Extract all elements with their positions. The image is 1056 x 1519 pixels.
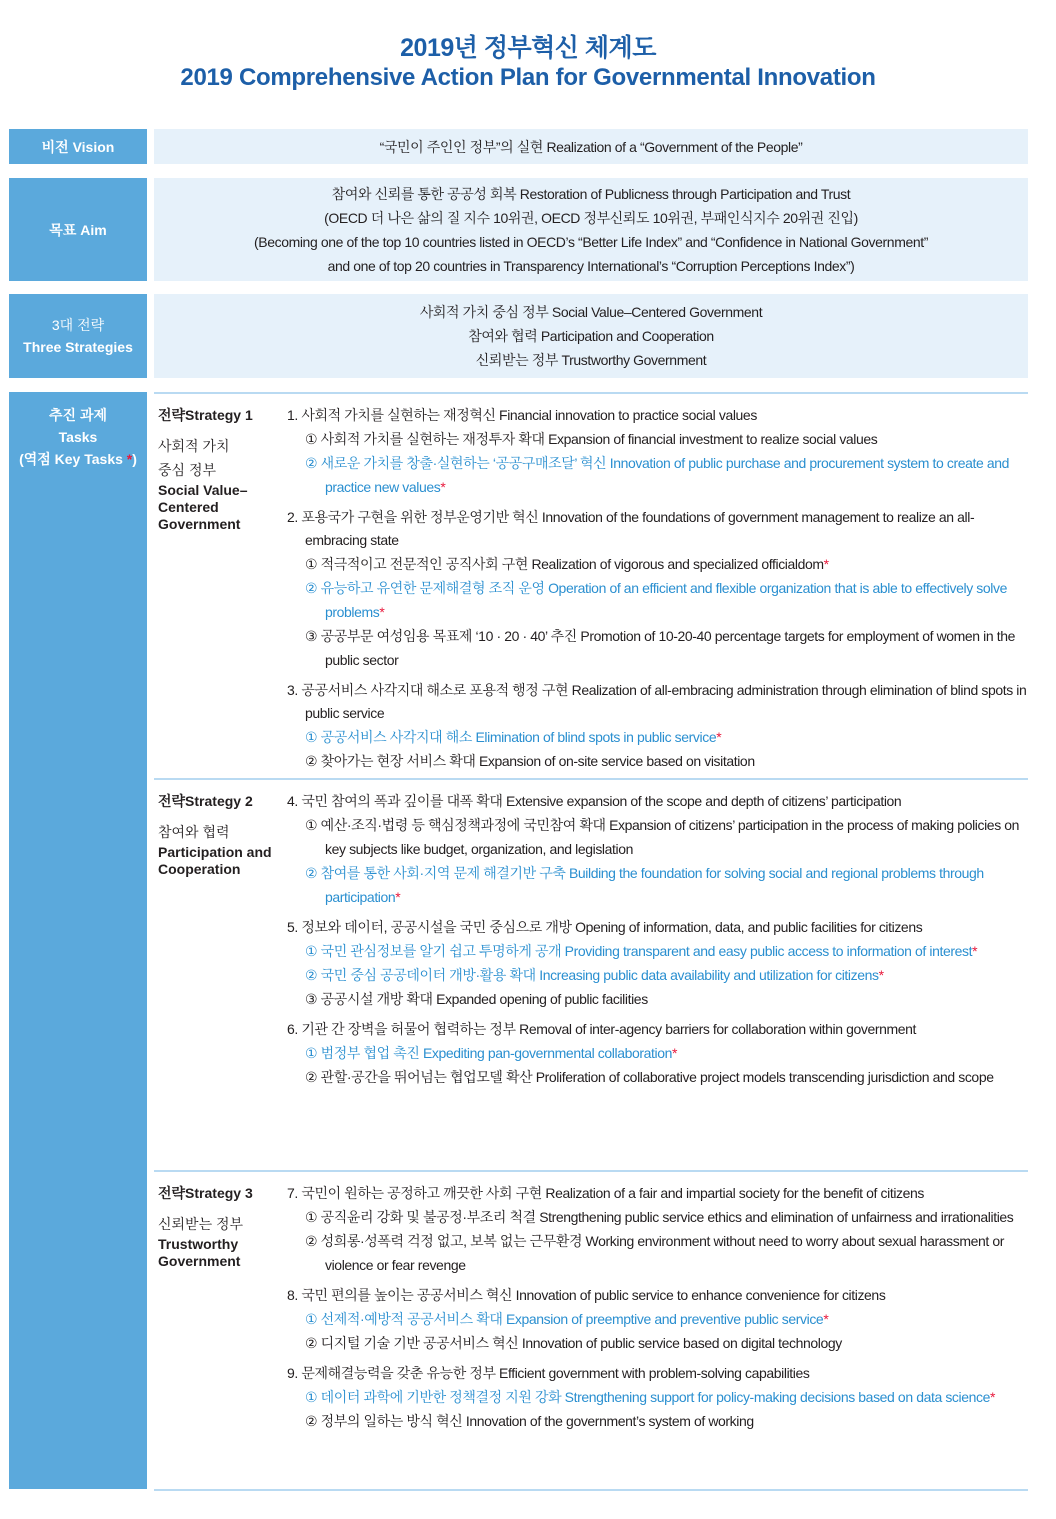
aim-label-text: 목표 Aim [49,221,107,238]
key-subtask [287,1385,1027,1409]
strategy-line: 사회적 가치 중심 정부 Social Value–Centered Government [419,304,763,320]
aim-line: (OECD 더 나은 삶의 질 지수 10위권, OECD 정부신뢰도 10위권, 부패인식지수 20위권 진입) [324,209,858,226]
aim-content [154,178,1028,281]
strategy-heading: 전략Strategy 2 [158,793,253,809]
key-task-star-icon: * [878,967,884,983]
subtask [287,1065,1027,1089]
key-subtask [287,939,1027,963]
strategy-name-ko: 중심 정부 [158,462,216,478]
subtask-text: ① 사회적 가치를 실현하는 재정투자 확대 Expansion of financial investment to realize social values [305,431,878,447]
subtask-text: ① 예산·조직·법령 등 핵심정책과정에 국민참여 확대 Expansion of citizens’ participation in the process of making policies on key subjects like budget, organization, and legislation [305,817,1020,857]
subtask-text: ② 국민 중심 공공데이터 개방·활용 확대 Increasing public data availability and utilization for citizens [305,967,879,983]
aim-line: 참여와 신뢰를 통한 공공성 회복 Restoration of Publicness through Participation and Trust [331,185,851,202]
task-title: 1. 사회적 가치를 실현하는 재정혁신 Financial innovation to practice social values [287,407,757,423]
tasks-area [154,392,1028,1489]
subtask-text: ② 성희롱·성폭력 걱정 없고, 보복 없는 근무환경 Working environment without need to worry about sexual harassment or violence or fear revenge [305,1233,1004,1273]
tasks-label-key: (역점 Key Tasks *) [19,451,137,467]
key-subtask [287,963,1027,987]
task-item [287,1182,1027,1277]
page-title-korean: 2019년 정부혁신 체계도 [400,34,656,62]
subtask [287,1229,1027,1277]
tasks-label-ko: 추진 과제 [49,407,107,423]
strategy-block-1 [154,392,1028,778]
key-subtask [287,725,1027,749]
vision-label-text: 비전 Vision [41,138,115,155]
task-title: 3. 공공서비스 사각지대 해소로 포용적 행정 구현 Realization of all-embracing administration through elimination of blind spots in public service [287,682,1027,721]
task-title: 7. 국민이 원하는 공정하고 깨끗한 사회 구현 Realization of a fair and impartial society for the benefit of citizens [287,1185,924,1201]
subtask-text: ① 공직윤리 강화 및 불공정·부조리 척결 Strengthening public service ethics and elimination of unfairness and irrationalities [305,1209,1014,1225]
subtask-text: ① 선제적·예방적 공공서비스 확대 Expansion of preemptive and preventive public service [305,1311,824,1327]
subtask-text: ① 국민 관심정보를 알기 쉽고 투명하게 공개 Providing transparent and easy public access to information of interest [305,943,973,959]
task-list [287,790,1027,1096]
task-item [287,506,1027,672]
subtask-text: ② 정부의 일하는 방식 혁신 Innovation of the government’s system of working [305,1413,754,1429]
key-task-star-icon: * [972,943,978,959]
strategy-name-en: Participation and Cooperation [158,844,272,877]
strategies-label [9,294,147,378]
strategies-label-en: Three Strategies [23,339,133,355]
task-title: 4. 국민 참여의 폭과 깊이를 대폭 확대 Extensive expansion of the scope and depth of citizens’ participation [287,793,902,809]
subtask-text: ① 적극적이고 전문적인 공직사회 구현 Realization of vigorous and specialized officialdom [305,556,824,572]
subtask-text: ② 디지털 기술 기반 공공서비스 혁신 Innovation of public service based on digital technology [305,1335,842,1351]
subtask [287,813,1027,861]
task-item [287,790,1027,909]
key-task-star-icon: * [823,556,829,572]
subtask-text: ① 범정부 협업 촉진 Expediting pan-governmental collaboration [305,1045,672,1061]
strategy-column [158,792,278,878]
subtask-text: ② 관할·공간을 뛰어넘는 협업모델 확산 Proliferation of collaborative project models transcending jurisdiction and scope [305,1069,994,1085]
subtask-text: ① 공공서비스 사각지대 해소 Elimination of blind spots in public service [305,729,717,745]
subtask-text: ① 데이터 과학에 기반한 정책결정 지원 강화 Strengthening support for policy-making decisions based on data science [305,1389,991,1405]
star-icon: * [126,451,133,467]
strategy-name-en: Trustworthy Government [158,1236,241,1269]
strategy-name-ko: 참여와 협력 [158,824,230,840]
subtask [287,624,1027,672]
subtask [287,1409,1027,1433]
task-title: 9. 문제해결능력을 갖춘 유능한 정부 Efficient government with problem-solving capabilities [287,1365,810,1381]
key-subtask [287,1041,1027,1065]
strategy-block-2 [154,778,1028,1170]
task-item [287,1018,1027,1089]
strategy-line: 신뢰받는 정부 Trustworthy Government [475,352,707,368]
page-title-english: 2019 Comprehensive Action Plan for Governmental Innovation [180,64,876,91]
subtask-text: ② 새로운 가치를 창출·실현하는 ‘공공구매조달’ 혁신 Innovation of public purchase and procurement system to create and practice new values [305,455,1010,495]
key-task-star-icon: * [671,1045,678,1061]
task-title: 5. 정보와 데이터, 공공시설을 국민 중심으로 개방 Opening of information, data, and public facilities for citizens [287,919,923,935]
subtask-text: ② 찾아가는 현장 서비스 확대 Expansion of on-site service based on visitation [305,753,755,769]
task-item [287,679,1027,773]
tasks-label [9,392,147,1489]
task-item [287,1362,1027,1433]
subtask [287,552,1027,576]
task-item [287,404,1027,499]
strategy-block-3 [154,1170,1028,1491]
subtask [287,749,1027,773]
strategy-heading: 전략Strategy 1 [158,407,253,423]
strategy-name-ko: 신뢰받는 정부 [158,1216,244,1232]
strategy-heading: 전략Strategy 3 [158,1185,253,1201]
task-title: 6. 기관 간 장벽을 허물어 협력하는 정부 Removal of inter-agency barriers for collaboration within government [287,1021,917,1037]
strategies-label-ko: 3대 전략 [51,317,105,333]
subtask [287,1205,1027,1229]
subtask [287,1331,1027,1355]
subtask [287,987,1027,1011]
strategy-line: 참여와 협력 Participation and Cooperation [468,328,714,344]
strategy-name-en: Social Value– Centered Government [158,482,248,532]
aim-line: (Becoming one of the top 10 countries listed in OECD’s “Better Life Index” and “Confidence in National Government” [254,233,928,250]
vision-text: “국민이 주인인 정부”의 실현 Realization of a “Government of the People” [379,138,803,155]
key-task-star-icon: * [395,889,401,905]
key-subtask [287,861,1027,909]
aim-label [9,178,147,281]
key-subtask [287,576,1027,624]
strategy-name-ko: 사회적 가치 [158,438,230,454]
task-list [287,1182,1027,1440]
task-item [287,916,1027,1011]
subtask-text: ② 유능하고 유연한 문제해결형 조직 운영 Operation of an efficient and flexible organization that is able to effectively solve problems [305,580,1007,620]
key-subtask [287,1307,1027,1331]
key-task-star-icon: * [823,1311,829,1327]
vision-label [9,129,147,164]
key-task-star-icon: * [440,479,446,495]
task-item [287,1284,1027,1355]
key-task-star-icon: * [990,1389,996,1405]
task-title: 2. 포용국가 구현을 위한 정부운영기반 혁신 Innovation of the foundations of government management to realize an all-embracing state [287,509,975,548]
subtask-text: ③ 공공부문 여성임용 목표제 ‘10 · 20 · 40’ 추진 Promotion of 10-20-40 percentage targets for employment of women in the public sector [305,628,1016,668]
tasks-label-en: Tasks [58,429,98,445]
key-task-star-icon: * [716,729,722,745]
subtask [287,427,1027,451]
subtask-text: ③ 공공시설 개방 확대 Expanded opening of public facilities [305,991,648,1007]
key-task-star-icon: * [379,604,385,620]
aim-line: and one of top 20 countries in Transparency International’s “Corruption Perceptions Index”) [327,257,855,274]
task-title: 8. 국민 편의를 높이는 공공서비스 혁신 Innovation of public service to enhance convenience for citizens [287,1287,886,1303]
strategy-column [158,406,278,533]
strategies-content [154,294,1028,378]
subtask-text: ② 참여를 통한 사회·지역 문제 해결기반 구축 Building the foundation for solving social and regional problems through participation [305,865,984,905]
key-subtask [287,451,1027,499]
strategy-column [158,1184,278,1270]
task-list [287,404,1027,780]
vision-content [154,129,1028,164]
